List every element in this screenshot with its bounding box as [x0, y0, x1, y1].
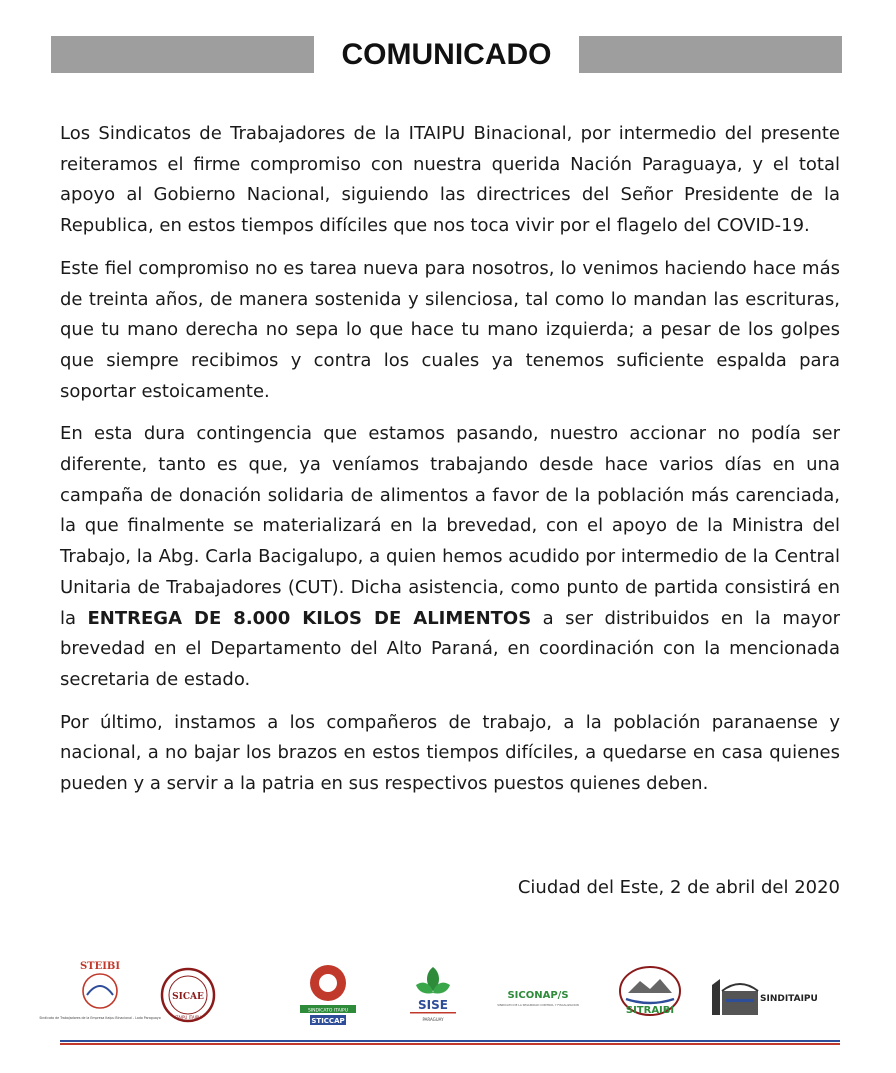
- sitraibi-logo: [610, 955, 690, 1035]
- paragraph-1: Los Sindicatos de Trabajadores de la ITAIPU Binacional, por intermedio del presente reiteramos el firme compromiso con nuestra querida Nación Paraguaya, y el total apoyo al Gobierno Nacional, siguiendo las directrices del Señor Presidente de la Republica, en estos tiempos difíciles que nos toca vivir por el flagelo del COVID-19.: [60, 123, 840, 237]
- steibi-wave-icon: [87, 986, 113, 995]
- header: [51, 36, 842, 74]
- sinditaipu-logo: [708, 955, 840, 1035]
- paragraph-3-emphasis: ENTREGA DE 8.000 KILOS DE ALIMENTOS: [87, 607, 532, 629]
- siconap-sub: SINDICATO DE LA SEGURIDAD CONTROL Y FISCALIZACION: [497, 1003, 579, 1007]
- document-title: COMUNICADO: [341, 38, 552, 71]
- union-logos-row: [39, 955, 840, 1035]
- paragraph-4: Por último, instamos a los compañeros de trabajo, a la población paranaense y nacional, a no bajar los brazos en estos tiempos difíciles, a quedarse en casa quienes pueden y a servir a la patria en sus respectivos puestos quienes deben.: [60, 711, 840, 795]
- sicae-ring-text: ITAIPU ITAIPU: [174, 1015, 202, 1020]
- dateline: Ciudad del Este, 2 de abril del 2020: [517, 877, 840, 898]
- document-body: [60, 119, 840, 812]
- sicae-name: SICAE: [172, 992, 204, 1002]
- sinditaipu-tower-icon: [712, 979, 720, 1015]
- sitraibi-dam-icon: [628, 979, 672, 993]
- sinditaipu-name: SINDITAIPU: [760, 994, 818, 1004]
- sticcap-banner: SINDICATO ITAIPU: [307, 1008, 349, 1014]
- sise-sub: PARAGUAY: [422, 1017, 444, 1022]
- sticcap-name: STICCAP: [311, 1017, 345, 1025]
- steibi-logo: [39, 955, 161, 1035]
- paragraph-2: Este fiel compromiso no es tarea nueva para nosotros, lo venimos haciendo hace más de treinta años, de manera sostenida y silenciosa, tal como lo mandan las escrituras, que tu mano derecha no sepa lo que hace tu mano izquierda; a pesar de los golpes que siempre recibimos y contra los cuales ya tenemos suficiente espalda para soportar estoicamente.: [60, 257, 840, 402]
- sitraibi-name: SITRAIBI: [625, 1005, 675, 1016]
- steibi-emblem-icon: [83, 974, 117, 1008]
- paragraph-3-text-start: En esta dura contingencia que estamos pasando, nuestro accionar no podía ser diferente, tanto es que, ya veníamos trabajando desde hace varios días en una campaña de donación solidaria de alimentos a favor de la población más carenciada, la que finalmente se materializará en la brevedad, con el apoyo de la Ministra del Trabajo, la Abg. Carla Bacigalupo, a quien hemos acudido por intermedio de la Central Unitaria de Trabajadores (CUT). Dicha asistencia, como punto de partida consistirá en la: [60, 423, 840, 629]
- paragraph-3: [60, 419, 840, 695]
- paragraph-3-text-end: a ser distribuidos en la mayor brevedad en el Departamento del Alto Paraná, en coordinación con la mencionada secretaria de estado.: [60, 607, 840, 690]
- siconap-name: SICONAP/S: [507, 990, 569, 1001]
- header-bar-left: [51, 36, 314, 73]
- steibi-name: STEIBI: [79, 961, 121, 972]
- footer-line-red: [60, 1043, 840, 1045]
- siconap-logo: [478, 955, 598, 1035]
- sise-name: SISE: [418, 998, 448, 1012]
- footer-line-blue: [60, 1040, 840, 1042]
- sise-logo: [398, 955, 468, 1035]
- sicae-logo: [148, 955, 228, 1035]
- sticcap-logo: [288, 955, 368, 1035]
- steibi-subtitle: Sindicato de Trabajadores de la Empresa Itaipu Binacional - Lado Paraguayo: [39, 1016, 161, 1020]
- header-bar-right: [579, 36, 842, 73]
